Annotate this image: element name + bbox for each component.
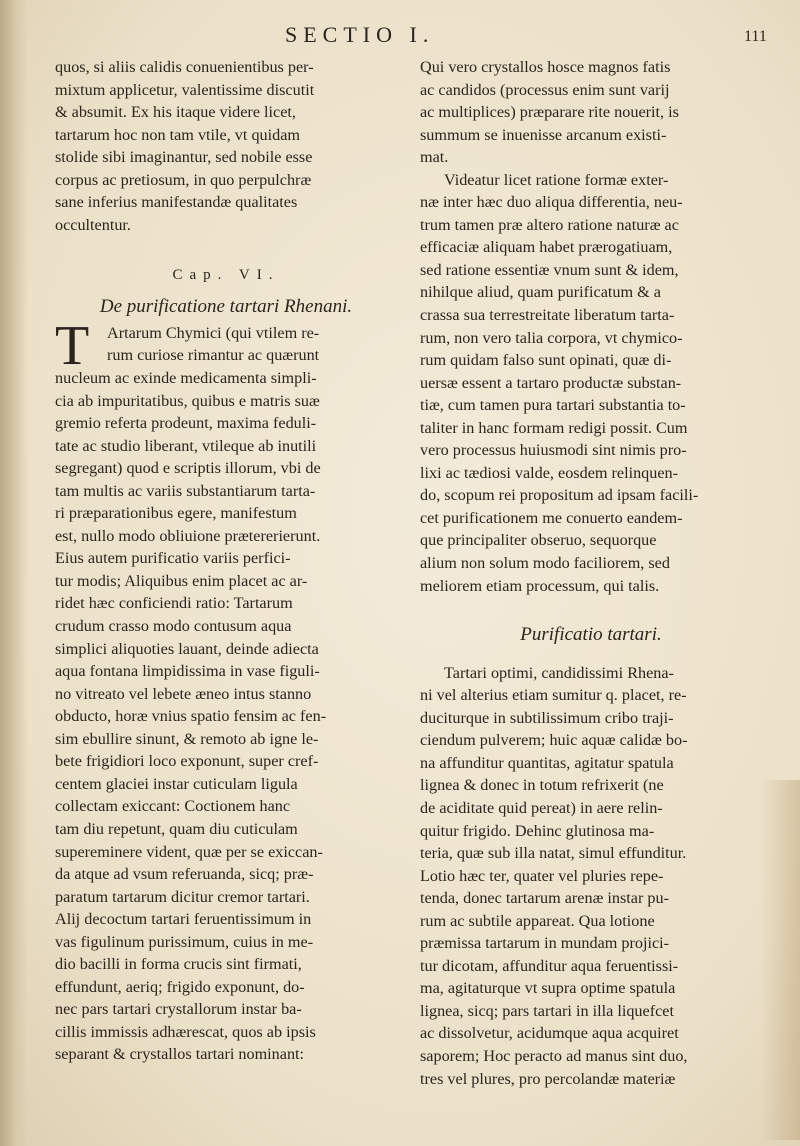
left-column — [55, 56, 397, 1136]
text-line: Qui vero crystallos hosce magnos fatis — [420, 58, 671, 76]
text-line: Eius autem purificatio variis perfici- — [55, 549, 291, 568]
text-line: nucleum ac exinde medicamenta simpli- — [55, 369, 317, 388]
right-second-paragraph — [420, 169, 762, 597]
text-line: tate ac studio liberant, vtileque ab inutili — [55, 436, 317, 455]
text-line: alium non solum modo faciliorem, sed — [420, 554, 670, 573]
text-line: tam diu repetunt, quam diu cuticulam — [55, 819, 298, 838]
text-line: ridet hæc conficiendi ratio: Tartarum — [55, 594, 293, 613]
text-line: tartarum hoc non tam vtile, vt quidam — [55, 125, 301, 144]
text-line: ri præparationibus egere, manifestum — [55, 504, 297, 523]
text-line: quitur frigido. Dehinc glutinosa ma- — [420, 821, 655, 840]
text-line: que principaliter obseruo, sequorque — [420, 531, 657, 550]
text-line: tur modis; Aliquibus enim placet ac ar- — [55, 571, 308, 590]
text-line: corpus ac pretiosum, in quo perpulchræ — [55, 170, 312, 189]
text-line: lignea & donec in totum refrixerit (ne — [420, 776, 664, 795]
text-line: næ inter hæc duo aliqua differentia, neu- — [420, 193, 683, 212]
text-line: supereminere vident, quæ per se exiccan- — [55, 842, 323, 861]
text-line: obducto, horæ vnius spatio fensim ac fen- — [55, 707, 327, 726]
text-line: rum ac subtile appareat. Qua lotione — [420, 911, 655, 930]
text-line: vas figulinum purissimum, cuius in me- — [55, 932, 314, 951]
text-line: tur dicotam, affunditur aqua feruentissi- — [420, 956, 679, 975]
text-line: ma, agitaturque vt supra optime spatula — [420, 979, 676, 998]
text-line: ac candidos (processus enim sunt varij — [420, 80, 670, 99]
text-line: uersæ essent a tartaro productæ substan- — [420, 373, 682, 392]
text-line: lixi ac tædiosi valde, eosdem relinquen- — [420, 463, 679, 482]
text-line: tenda, donec tartarum arenæ instar pu- — [420, 889, 670, 908]
text-line: aqua fontana limpidissima in vase figuli- — [55, 662, 320, 681]
text-line: præmissa tartarum in mundam projici- — [420, 934, 670, 953]
text-line: teria, quæ sub illa natat, simul effunditur. — [420, 844, 687, 863]
text-line: duciturque in subtilissimum cribo traji- — [420, 708, 674, 727]
text-line: separant & crystallos tartari nominant: — [55, 1045, 305, 1064]
text-line: saporem; Hoc peracto ad manus sint duo, — [420, 1046, 688, 1065]
text-line: est, nullo modo obliuione prætererierunt. — [55, 526, 321, 545]
text-line: cet purificationem me conuerto eandem- — [420, 508, 683, 527]
text-line: paratum tartarum dicitur cremor tartari. — [55, 887, 310, 906]
text-line: Artarum Chymici (qui vtilem re- — [107, 323, 320, 342]
text-line: dio bacilli in forma crucis sint firmati, — [55, 955, 302, 974]
text-line: crudum crasso modo contusum aqua — [55, 617, 292, 636]
text-line: sim ebullire sinunt, & remoto ab igne le- — [55, 729, 319, 748]
chapter-title: De purificatione tartari Rhenani. — [99, 295, 353, 317]
text-line: nihilque aliud, quam purificatum & a — [420, 283, 661, 302]
text-line: rum quidam falso sunt opinati, quæ di- — [420, 351, 672, 370]
page-binding-shadow — [0, 0, 28, 1146]
chapter-opening — [55, 314, 397, 377]
text-line: gremio referta prodeunt, maxima feduli- — [55, 414, 317, 433]
text-line: & absumit. Ex his itaque videre licet, — [55, 103, 296, 122]
text-line: tres vel plures, pro percolandæ materiæ — [420, 1069, 676, 1088]
text-line: collectam exiccant: Coctionem hanc — [55, 797, 291, 816]
text-line: sane inferius manifestandæ qualitates — [55, 193, 298, 212]
text-line: nec pars tartari crystallorum instar ba- — [55, 1000, 302, 1019]
right-top-paragraph — [420, 56, 762, 169]
text-line: rum curiose rimantur ac quærunt — [107, 346, 320, 365]
text-line: trum tamen præ altero ratione naturæ ac — [420, 215, 679, 234]
text-line: Lotio hæc ter, quater vel pluries repe- — [420, 866, 664, 885]
left-top-paragraph — [55, 56, 397, 236]
text-line: rum, non vero talia corpora, vt chymico- — [420, 328, 683, 347]
running-head: SECTIO I. — [285, 22, 435, 47]
text-line: mat. — [420, 148, 449, 167]
text-line: Videatur licet ratione formæ exter- — [444, 170, 669, 189]
text-line: cillis immissis adhærescat, quos ab ipsis — [55, 1022, 316, 1041]
text-line: occultentur. — [55, 215, 131, 234]
text-line: vero processus huiusmodi sint nimis pro- — [420, 441, 687, 460]
text-line: na affunditur quantitas, agitatur spatula — [420, 753, 674, 772]
text-line: centem glaciei instar cuticulam ligula — [55, 774, 298, 793]
text-line: ac multiplices) præparare rite nouerit, is — [420, 103, 679, 122]
text-line: tiæ, cum tamen pura tartari substantia to- — [420, 396, 686, 415]
text-line: lignea, sicq; pars tartari in illa liquefcet — [420, 1001, 674, 1020]
text-line: sed ratione essentiæ vnum sunt & idem, — [420, 260, 679, 279]
text-line: tam multis ac variis substantiarum tarta- — [55, 481, 316, 500]
text-line: mixtum applicetur, valentissime discutit — [55, 80, 315, 99]
text-line: ac dissolvetur, acidumque aqua acquiret — [420, 1024, 679, 1043]
page-header — [0, 20, 800, 50]
drop-cap: T — [55, 314, 90, 377]
text-line: cia ab impuritatibus, quibus e matris suæ — [55, 391, 320, 410]
text-line: do, scopum rei propositum ad ipsam facili- — [420, 486, 699, 505]
text-line: crassa sua terrestreitate liberatum tarta- — [420, 306, 675, 325]
text-line: efficaciæ aliquam habet prærogatiuam, — [420, 238, 673, 257]
text-line: stolide sibi imaginantur, sed nobile esse — [55, 148, 313, 167]
text-line: taliter in hanc formam redigi possit. Cum — [420, 418, 688, 437]
text-line: Alij decoctum tartari feruentissimum in — [55, 910, 312, 929]
text-line: ni vel alterius etiam sumitur q. placet, re- — [420, 686, 687, 705]
section-subheading: Purificatio tartari. — [520, 623, 662, 645]
text-line: effundunt, aeriq; frigido exponunt, do- — [55, 977, 305, 996]
text-line: Tartari optimi, candidissimi Rhena- — [444, 663, 674, 682]
page-edge-stain — [760, 780, 800, 1140]
right-column — [420, 56, 762, 1136]
text-line: de aciditate quid pereat) in aere relin- — [420, 798, 663, 817]
text-line: da atque ad vsum referuanda, sicq; præ- — [55, 865, 314, 884]
text-line: summum se inuenisse arcanum existi- — [420, 125, 667, 144]
right-third-paragraph — [420, 662, 762, 1090]
page-number: 111 — [744, 28, 767, 45]
text-line: meliorem etiam processum, qui talis. — [420, 576, 660, 595]
text-line: bete frigidiori loco exponunt, super cref- — [55, 752, 319, 771]
left-body-paragraph — [55, 367, 397, 1066]
text-line: segregant) quod e scriptis illorum, vbi de — [55, 459, 321, 478]
text-line: no vitreato vel lebete æneo intus stanno — [55, 684, 312, 703]
text-line: quos, si aliis calidis conuenientibus per- — [55, 58, 314, 76]
text-line: simplici aliquoties lauant, deinde adiecta — [55, 639, 319, 658]
text-line: ciendum pulverem; huic aquæ calidæ bo- — [420, 731, 688, 750]
chapter-number: Cap. VI. — [172, 266, 280, 283]
